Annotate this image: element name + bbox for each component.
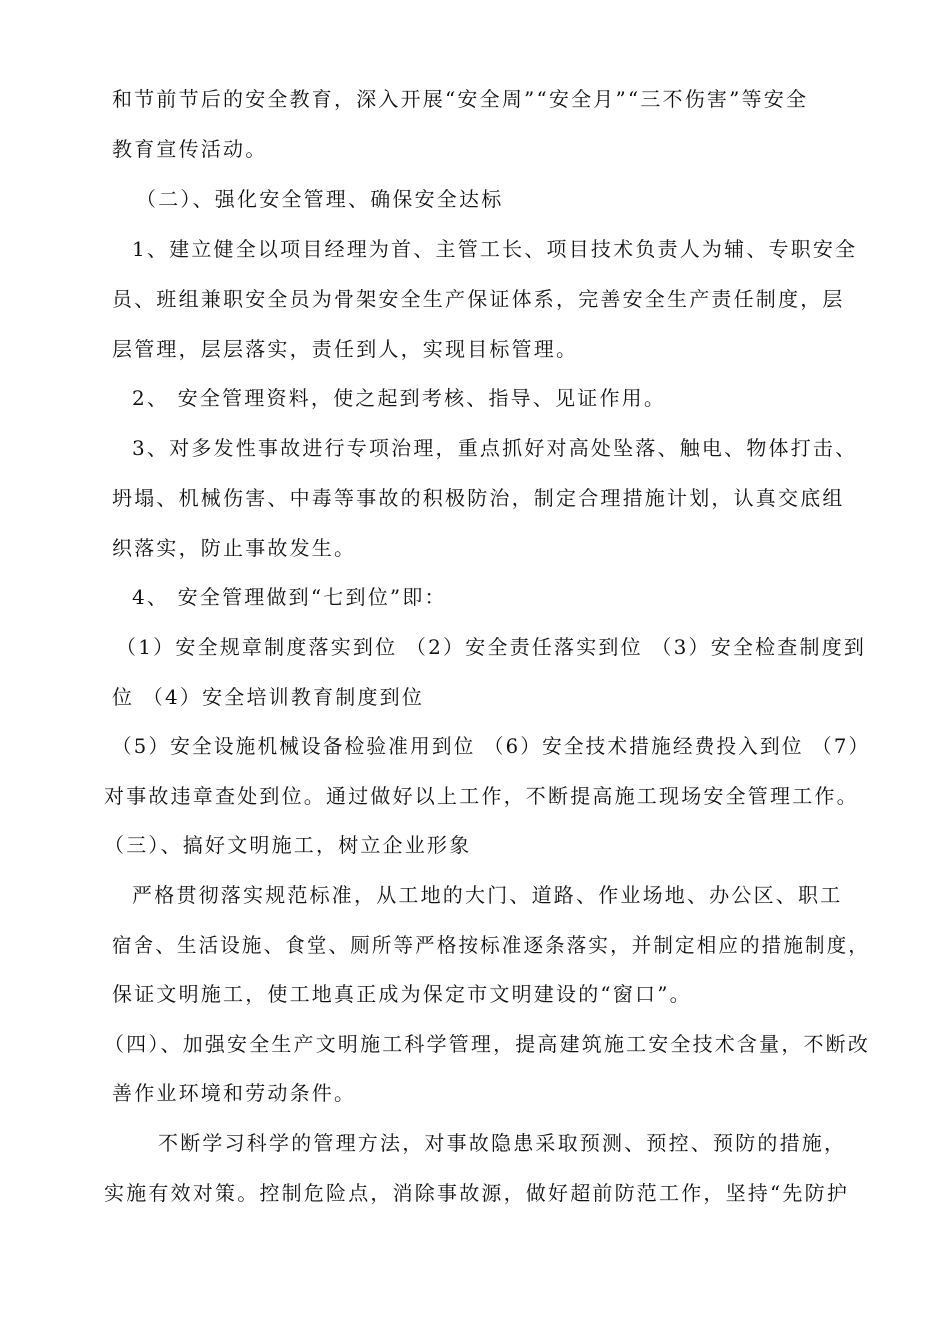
text-line-21: 善作业环境和劳动条件。 <box>112 1081 357 1105</box>
text-line-7: 2、 安全管理资料，使之起到考核、指导、见证作用。 <box>132 386 667 410</box>
section-heading-2: （二）、强化安全管理、确保安全达标 <box>136 187 504 211</box>
text-line-19: 保证文明施工，使工地真正成为保定市文明建设的“窗口”。 <box>112 982 692 1006</box>
text-line-14: （5）安全设施机械设备检验准用到位 （6）安全技术措施经费投入到位 （7） <box>112 734 871 758</box>
text-line-10: 织落实，防止事故发生。 <box>112 536 357 560</box>
text-line-17: 严格贯彻落实规范标准，从工地的大门、道路、作业场地、办公区、职工 <box>132 883 843 907</box>
text-line-1: 和节前节后的安全教育，深入开展“安全周”“安全月”“三不伤害”等安全 <box>112 87 809 111</box>
text-line-2: 教育宣传活动。 <box>112 137 268 161</box>
text-line-6: 层管理，层层落实，责任到人，实现目标管理。 <box>112 337 579 361</box>
text-line-4: 1、建立健全以项目经理为首、主管工长、项目技术负责人为辅、专职安全 <box>132 237 858 261</box>
section-heading-4: （四）、加强安全生产文明施工科学管理，提高建筑施工安全技术含量，不断改 <box>104 1032 871 1056</box>
text-line-8: 3、对多发性事故进行专项治理，重点抓好对高处坠落、触电、物体打击、 <box>132 436 858 460</box>
text-line-18: 宿舍、生活设施、食堂、厕所等严格按标准逐条落实，并制定相应的措施制度， <box>112 933 870 957</box>
text-line-13: 位 （4）安全培训教育制度到位 <box>112 685 425 709</box>
text-line-9: 坍塌、机械伤害、中毒等事故的积极防治，制定合理措施计划，认真交底组 <box>112 486 845 510</box>
section-heading-3: （三）、搞好文明施工，树立企业形象 <box>104 833 472 857</box>
text-line-5: 员、班组兼职安全员为骨架安全生产保证体系，完善安全生产责任制度，层 <box>112 287 845 311</box>
text-line-11: 4、 安全管理做到“七到位”即： <box>132 585 447 609</box>
text-line-23: 实施有效对策。控制危险点，消除事故源，做好超前防范工作，坚持“先防护 <box>104 1181 850 1205</box>
text-line-15: 对事故违章查处到位。通过做好以上工作，不断提高施工现场安全管理工作。 <box>104 784 859 808</box>
text-line-22: 不断学习科学的管理方法，对事故隐患采取预测、预控、预防的措施， <box>158 1131 847 1155</box>
text-line-12: （1）安全规章制度落实到位 （2）安全责任落实到位 （3）安全检查制度到 <box>116 635 867 659</box>
